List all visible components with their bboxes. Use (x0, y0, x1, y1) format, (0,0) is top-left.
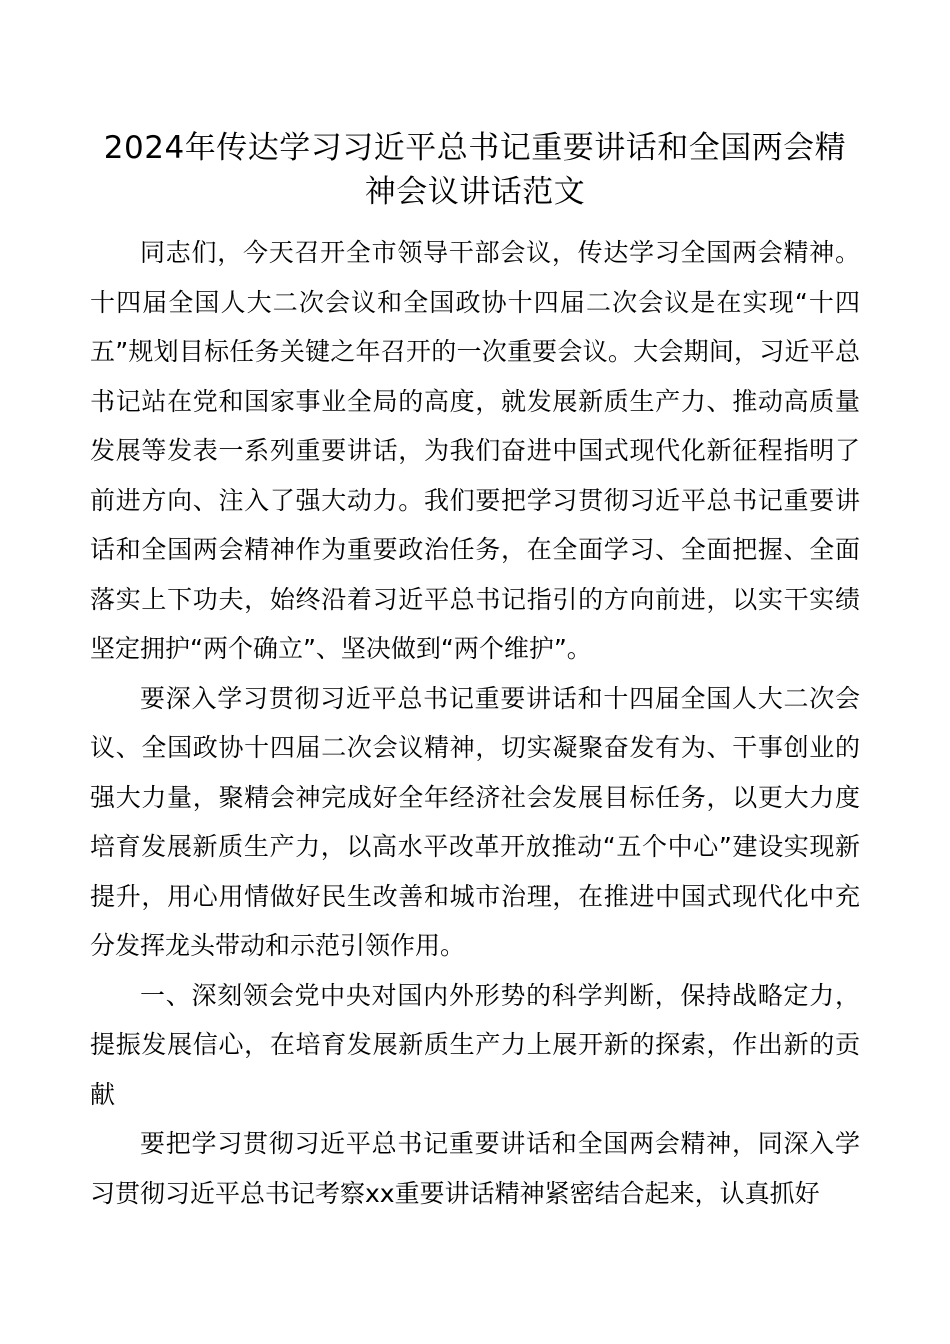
paragraph-section-one-start: 要把学习贯彻习近平总书记重要讲话和全国两会精神，同深入学习贯彻习近平总书记考察xx重要讲话精神紧密结合起来，认真抓好 (90, 1129, 860, 1208)
section-heading-one: 一、深刻领会党中央对国内外形势的科学判断，保持战略定力，提振发展信心，在培育发展新质生产力上展开新的探索，作出新的贡献 (90, 980, 860, 1109)
document-body (90, 228, 860, 1218)
document-title: 2024年传达学习习近平总书记重要讲话和全国两会精神会议讲话范文 (103, 130, 847, 210)
paragraph-opening: 同志们，今天召开全市领导干部会议，传达学习全国两会精神。十四届全国人大二次会议和全国政协十四届二次会议是在实现“十四五”规划目标任务关键之年召开的一次重要会议。大会期间，习近平总书记站在党和国家事业全局的高度，就发展新质生产力、推动高质量发展等发表一系列重要讲话，为我们奋进中国式现代化新征程指明了前进方向、注入了强大动力。我们要把学习贯彻习近平总书记重要讲话和全国两会精神作为重要政治任务，在全面学习、全面把握、全面落实上下功夫，始终沿着习近平总书记指引的方向前进，以实干实绩坚定拥护“两个确立”、坚决做到“两个维护”。 (90, 238, 860, 663)
paragraph-study-requirements: 要深入学习贯彻习近平总书记重要讲话和十四届全国人大二次会议、全国政协十四届二次会议精神，切实凝聚奋发有为、干事创业的强大力量，聚精会神完成好全年经济社会发展目标任务，以更大力度培育发展新质生产力，以高水平改革开放推动“五个中心”建设实现新提升，用心用情做好民生改善和城市治理，在推进中国式现代化中充分发挥龙头带动和示范引领作用。 (90, 683, 860, 960)
